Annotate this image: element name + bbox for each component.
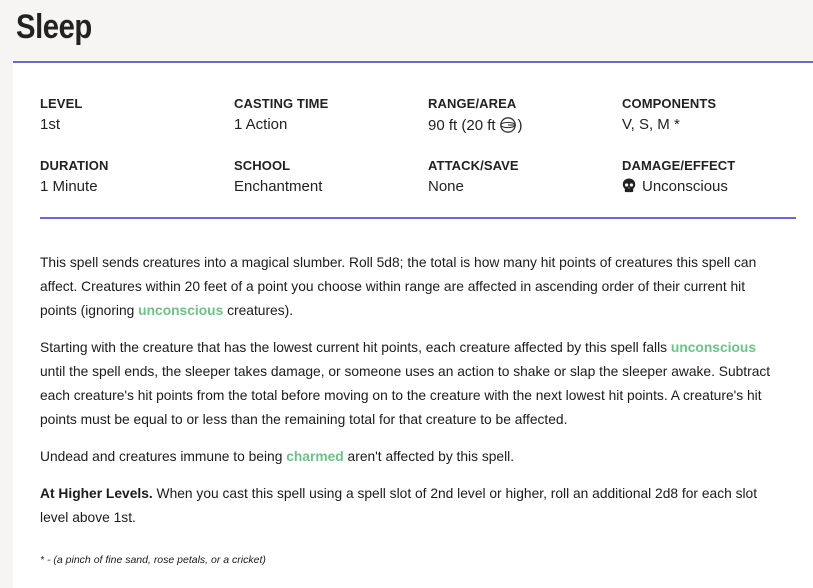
prop-value: Enchantment	[234, 178, 323, 195]
higher-levels-label: At Higher Levels.	[40, 486, 153, 501]
prop-level	[40, 96, 230, 133]
prop-duration	[40, 158, 230, 195]
unconscious-link[interactable]: unconscious	[670, 340, 756, 355]
skull-icon	[622, 178, 636, 197]
description-paragraph	[40, 445, 785, 469]
spell-detail-card	[13, 61, 813, 588]
unconscious-link[interactable]: unconscious	[138, 303, 224, 318]
prop-label: ATTACK/SAVE	[428, 158, 519, 173]
text-run: creatures).	[223, 303, 294, 318]
description-paragraph	[40, 251, 785, 323]
prop-range-area	[428, 96, 618, 138]
text-run: until the spell ends, the sleeper takes damage, or someone uses an action to shake or slap the sleeper awake. Subtract each creature's hit points from the total before moving on to the creature with the next lowest hit points. A creature's hit points must be equal to or less than the remaining total for that creature to be affected.	[40, 364, 771, 427]
sphere-icon	[499, 116, 517, 138]
prop-value: 1 Action	[234, 116, 288, 133]
prop-casting-time	[234, 96, 424, 133]
higher-levels-paragraph	[40, 482, 785, 530]
section-divider	[40, 217, 796, 219]
spell-title: Sleep	[16, 8, 92, 46]
prop-components	[622, 96, 812, 133]
spell-description	[40, 251, 785, 581]
text-run: Undead and creatures immune to being	[40, 449, 287, 464]
prop-value: 1 Minute	[40, 178, 98, 195]
text-run: aren't affected by this spell.	[343, 449, 515, 464]
prop-value: None	[428, 178, 464, 195]
prop-label: LEVEL	[40, 96, 83, 111]
charmed-link[interactable]: charmed	[286, 449, 344, 464]
prop-label: CASTING TIME	[234, 96, 329, 111]
prop-label: RANGE/AREA	[428, 96, 517, 111]
prop-value	[622, 178, 812, 197]
prop-label: DURATION	[40, 158, 109, 173]
prop-label: SCHOOL	[234, 158, 291, 173]
text-run: This spell sends creatures into a magical slumber. Roll 5d8; the total is how many hit points of creatures this spell can affect. Creatures within 20 feet of a point you choose within range are affected in ascending order of their current hit points (ignoring	[40, 255, 757, 318]
text-run: Starting with the creature that has the lowest current hit points, each creature affected by this spell falls	[40, 340, 671, 355]
prop-label: COMPONENTS	[622, 96, 717, 111]
prop-damage-effect	[622, 158, 812, 197]
prop-school	[234, 158, 424, 195]
prop-value: V, S, M *	[622, 116, 680, 133]
prop-value: 1st	[40, 116, 61, 133]
prop-attack-save	[428, 158, 618, 195]
range-suffix: )	[517, 117, 523, 134]
effect-value: Unconscious	[642, 178, 728, 195]
description-paragraph	[40, 336, 785, 432]
prop-label: DAMAGE/EFFECT	[622, 158, 736, 173]
prop-value	[428, 116, 618, 138]
higher-levels-text: When you cast this spell using a spell slot of 2nd level or higher, roll an additional 2d8 for each slot level above 1st.	[40, 486, 758, 525]
material-footnote: * - (a pinch of fine sand, rose petals, or a cricket)	[40, 554, 266, 566]
range-value: 90 ft (20 ft	[428, 117, 496, 134]
